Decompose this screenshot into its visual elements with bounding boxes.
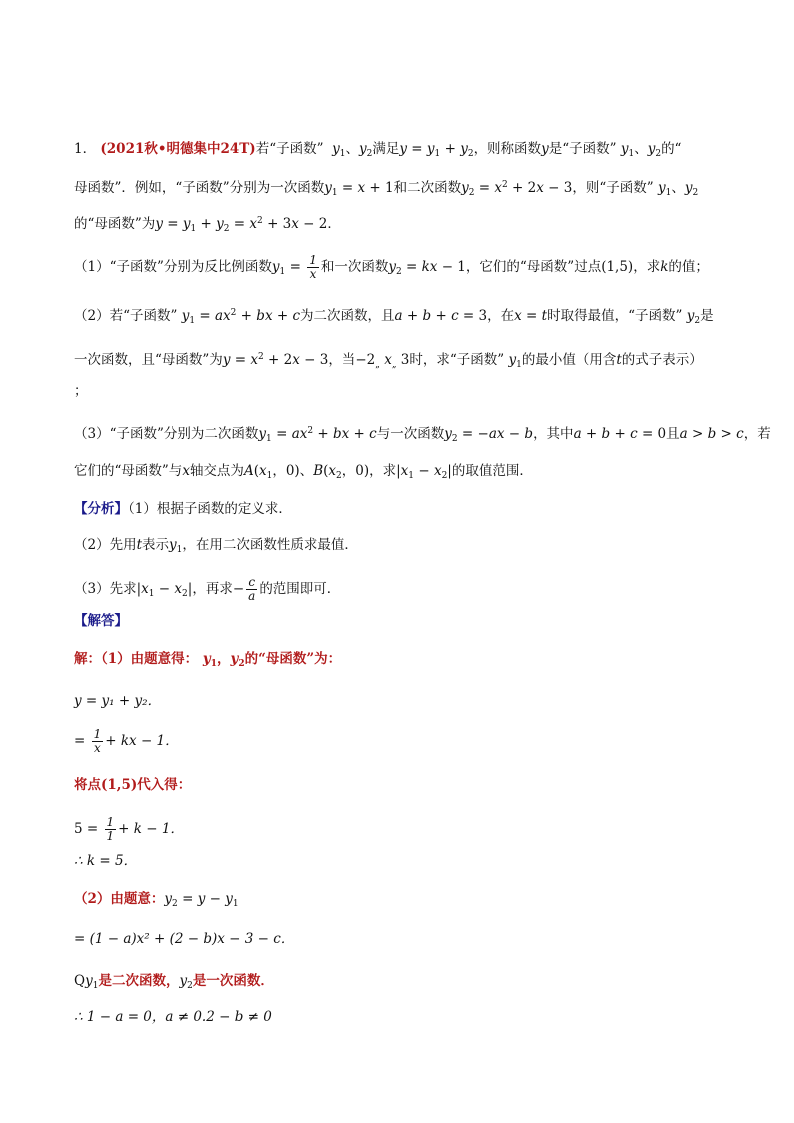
solution-2-head: （2）由题意：$y_2 = y - y_1$ <box>74 891 239 909</box>
text: 的取值范围． <box>451 463 533 479</box>
text: 是“子函数” <box>548 141 617 157</box>
fraction: $\frac{c}{a}$ <box>248 575 256 603</box>
solution-1-eq3 <box>74 816 184 843</box>
solution-2-last <box>74 1008 272 1026</box>
text: 的最小值（用含 <box>521 352 617 368</box>
text: （3）“子函数”分别为二次函数 <box>74 426 259 442</box>
text: 若“子函数” <box>255 141 324 157</box>
text: （1）“子函数”分别为反比例函数 <box>74 259 272 275</box>
text: 的范围即可． <box>259 581 341 597</box>
text: ，在用二次函数性质求最值． <box>182 537 358 553</box>
text: ，求 <box>369 463 397 479</box>
text: ，其中 <box>533 426 574 442</box>
equation: + kx − 1． <box>105 733 179 749</box>
fraction: $\frac{1}{1}$ <box>106 815 115 843</box>
solution-1-substitute <box>74 776 191 794</box>
text: ； <box>74 383 88 399</box>
text: 是一次函数． <box>192 973 274 989</box>
text: 它们的“母函数”与 <box>74 463 183 479</box>
analysis-tag: 【分析】 <box>74 501 128 517</box>
solution-tag: 【解答】 <box>74 613 128 629</box>
analysis-line-3: （3）先求$|x_1 - x_2|$，再求− $\frac{c}{a}$ 的范围即可． <box>74 575 341 603</box>
text: ，当 <box>328 352 356 368</box>
text: 和二次函数 <box>393 180 462 196</box>
equation: ∴ k = 5． <box>74 853 138 869</box>
problem-line-1: 1． (2021秋•明德集中24T)若“子函数” $y_1$、$y_2$满足$y = y_1 + y_2$，则称函数y是“子函数” $y_1$、$y_2$的“ <box>74 141 682 159</box>
text: Q <box>74 973 86 989</box>
text: ，若 <box>743 426 771 442</box>
text: 的值； <box>668 259 709 275</box>
text: 解：（1）由题意得： <box>74 651 199 667</box>
text: 将点(1,5)代入得： <box>74 777 192 793</box>
text: （2）若“子函数” <box>74 308 178 324</box>
equation: = (1 − a)x² + (2 − b)x − 3 − c． <box>74 931 295 947</box>
problem-number: 1． <box>74 141 97 157</box>
solution-1-head: 解：（1）由题意得： $y_1$，$y_2$的“母函数”为： <box>74 651 342 669</box>
text: 的“母函数”为 <box>74 216 156 232</box>
text: 时，求“子函数” <box>409 352 505 368</box>
analysis-line-1 <box>74 500 292 518</box>
question-1: （1）“子函数”分别为反比例函数$y_1$ = $\frac{1}{x}$ 和一次函数$y_2$ = kx − 1，它们的“母函数”过点(1,5)，求k的值； <box>74 253 709 281</box>
equation: y = y₁ + y₂． <box>74 693 161 709</box>
solution-2-condition: $Qy_1$是二次函数，$y_2$是一次函数． <box>74 973 274 991</box>
problem-line-3: 的“母函数”为$y = y_1 + y_2 = x^2 + 3x - 2$． <box>74 216 341 234</box>
text: ，在 <box>487 308 515 324</box>
equation: ∴ 1 − a = 0，a ≠ 0.2 − b ≠ 0 <box>74 1009 272 1025</box>
text: 时取得最值，“子函数” <box>547 308 683 324</box>
question-3-line-1: （3）“子函数”分别为二次函数$y_1 = ax^2$ + bx + c与一次函数$y_2 = -ax - b$，其中a + b + c = 0且a > b > c，若 <box>74 426 771 444</box>
question-2-line-1: （2）若“子函数” $y_1 = ax^2$ + bx + c为二次函数，且a + b + c = 3，在x = t时取得最值，“子函数” $y_2$是 <box>74 308 714 326</box>
solution-2-eq1 <box>74 930 294 948</box>
text: 的“母函数”为： <box>244 651 342 667</box>
text: 与一次函数 <box>376 426 445 442</box>
text: 是 <box>700 308 714 324</box>
question-2-line-2: 一次函数，且“母函数”为$y = x^2 + 2x - 3$，当$-2_„$ $x_„$ 3时，求“子函数” $y_1$的最小值（用含t的式子表示） <box>74 352 703 370</box>
problem-line-2: 母函数”．例如，“子函数”分别为一次函数$y_1 = x + 1$和二次函数$y_2 = x^2 + 2x - 3$，则“子函数” $y_1$、$y_2$ <box>74 180 699 198</box>
text: ，再求 <box>192 581 233 597</box>
text: （2）先用 <box>74 537 137 553</box>
text: 轴交点为 <box>189 463 244 479</box>
text: （1）根据子函数的定义求． <box>128 501 292 517</box>
fraction: $\frac{1}{x}$ <box>309 253 317 281</box>
text: 母函数”．例如，“子函数”分别为一次函数 <box>74 180 325 196</box>
question-2-line-3 <box>74 382 88 400</box>
text: ，则“子函数” <box>572 180 654 196</box>
solution-1-eq4 <box>74 852 137 870</box>
text: 且 <box>666 426 680 442</box>
text: 为二次函数，且 <box>300 308 395 324</box>
equation: + k − 1． <box>118 821 184 837</box>
text: （3）先求 <box>74 581 137 597</box>
text: 是二次函数， <box>98 973 180 989</box>
text: 的“ <box>661 141 682 157</box>
text: ，它们的“母函数”过点(1,5)，求 <box>465 259 661 275</box>
text: 和一次函数 <box>320 259 389 275</box>
text: 表示 <box>142 537 170 553</box>
text: （2）由题意： <box>74 891 165 907</box>
fraction: $\frac{1}{x}$ <box>93 727 102 755</box>
solution-tag-line <box>74 612 128 630</box>
text: 满足 <box>372 141 400 157</box>
analysis-line-2: （2）先用t表示$y_1$，在用二次函数性质求最值． <box>74 537 358 555</box>
equation: 5 = <box>74 821 99 837</box>
text: 一次函数，且“母函数”为 <box>74 352 223 368</box>
text: ，则称函数 <box>473 141 542 157</box>
text: 的式子表示） <box>621 352 703 368</box>
problem-source: (2021秋•明德集中24T) <box>100 141 256 157</box>
solution-1-eq1 <box>74 692 161 710</box>
solution-1-eq2: = $\frac{1}{x}$ + kx − 1． <box>74 727 179 755</box>
question-3-line-2: 它们的“母函数”与x轴交点为$A(x_1$，0)、$B(x_2$，0)，求$|x_1 - x_2|$的取值范围． <box>74 463 533 481</box>
